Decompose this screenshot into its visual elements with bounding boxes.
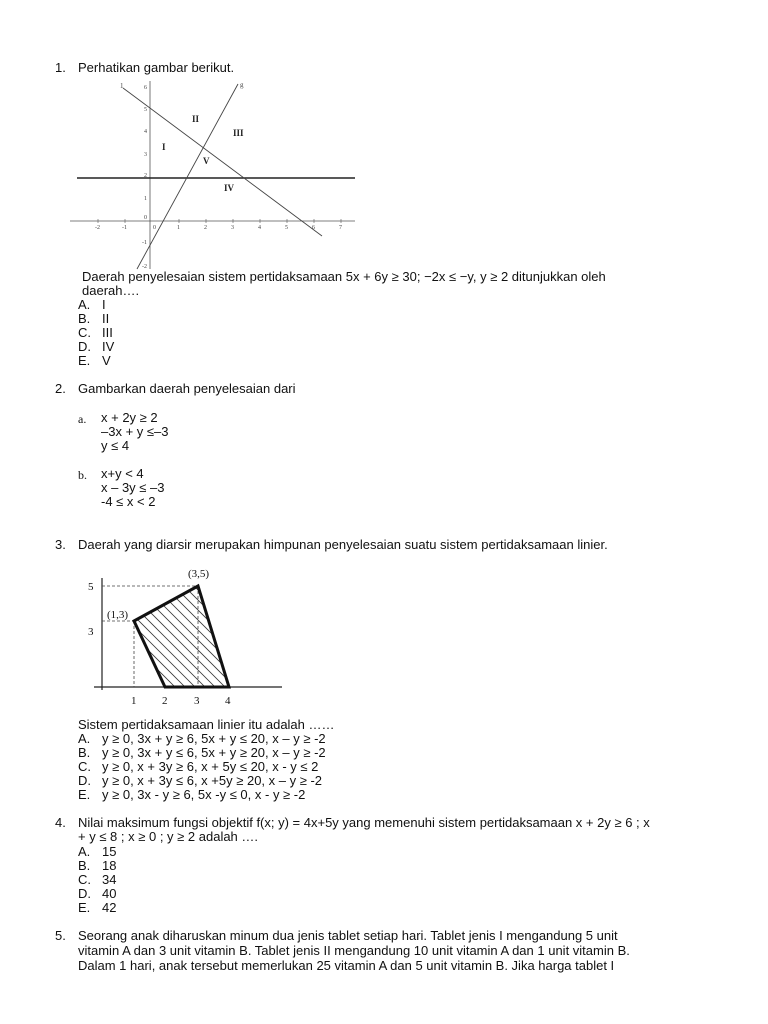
q1-x-tick: 0 <box>153 225 156 231</box>
q4-option-e[interactable] <box>78 901 116 915</box>
option-letter: D. <box>78 886 91 901</box>
option-letter: C. <box>78 872 91 887</box>
option-text: y ≥ 0, x + 3y ≥ 6, x + 5y ≤ 20, x - y ≤ 2 <box>102 759 319 774</box>
option-text: y ≥ 0, 3x - y ≥ 6, 5x -y ≤ 0, x - y ≥ -2 <box>102 787 306 802</box>
q3-option-a[interactable] <box>78 732 326 746</box>
q1-x-tick: 6 <box>312 225 315 231</box>
q1-prompt: Perhatikan gambar berikut. <box>78 60 235 75</box>
q3-option-d[interactable] <box>78 774 322 788</box>
q2-number: 2. <box>55 381 66 396</box>
q1-x-tick: -2 <box>95 225 100 231</box>
option-letter: D. <box>78 339 91 354</box>
option-letter: A. <box>78 731 91 746</box>
q1-y-tick: -1 <box>142 240 147 246</box>
q1-x-tick: 7 <box>339 225 342 231</box>
q1-region-label: III <box>233 128 244 138</box>
q1-region-label: I <box>162 142 166 152</box>
q1-region-label: IV <box>224 183 235 193</box>
q5-line: Dalam 1 hari, anak tersebut memerlukan 25 vitamin A dan 5 unit vitamin B. Jika harga tablet I <box>78 958 615 973</box>
q1-line-y2x <box>137 84 238 269</box>
q3-x-tick: 1 <box>131 695 137 707</box>
option-text: I <box>102 297 106 312</box>
q1-y-tick: 5 <box>144 107 147 113</box>
q4-option-a[interactable] <box>78 845 116 859</box>
option-text: IV <box>102 339 115 354</box>
q2-b-line: -4 ≤ x < 2 <box>101 494 156 509</box>
option-letter: B. <box>78 858 91 873</box>
option-letter: B. <box>78 745 91 760</box>
q1-line-label: 1 <box>120 82 124 90</box>
q3-x-tick: 4 <box>225 695 231 707</box>
option-letter: C. <box>78 759 91 774</box>
q3-x-tick: 2 <box>162 695 168 707</box>
option-letter: B. <box>78 311 91 326</box>
q3-point-label: (1,3) <box>107 609 129 621</box>
q3-point-label: (3,5) <box>188 568 210 580</box>
q1-option-b[interactable] <box>78 312 109 326</box>
q1-y-tick: 0 <box>144 215 147 221</box>
q1-y-tick: 3 <box>144 152 147 158</box>
q1-y-tick: 2 <box>144 173 147 179</box>
q3-question: Sistem pertidaksamaan linier itu adalah …… <box>78 717 335 732</box>
q1-option-d[interactable] <box>78 340 114 354</box>
q2-prompt: Gambarkan daerah penyelesaian dari <box>78 381 296 396</box>
option-text: y ≥ 0, 3x + y ≤ 6, 5x + y ≥ 20, x – y ≥ -2 <box>102 745 326 760</box>
q1-statement-line1: Daerah penyelesaian sistem pertidaksamaan 5x + 6y ≥ 30; −2x ≤ −y, y ≥ 2 ditunjukkan oleh <box>82 269 606 284</box>
q4-line2: + y ≤ 8 ; x ≥ 0 ; y ≥ 2 adalah …. <box>78 829 259 844</box>
q1-region-label: V <box>203 156 210 166</box>
q2-a-line: y ≤ 4 <box>101 438 130 453</box>
q3-prompt: Daerah yang diarsir merupakan himpunan penyelesaian suatu sistem pertidaksamaan linier. <box>78 537 608 552</box>
q2-b-line: x – 3y ≤ –3 <box>101 480 165 495</box>
q2-b-line: x+y < 4 <box>101 466 144 481</box>
q1-y-tick: -2 <box>142 264 147 270</box>
option-text: 18 <box>102 858 117 873</box>
option-text: y ≥ 0, x + 3y ≤ 6, x +5y ≥ 20, x – y ≥ -2 <box>102 773 323 788</box>
q5-line: Seorang anak diharuskan minum dua jenis tablet setiap hari. Tablet jenis I mengandung 5 unit <box>78 928 618 943</box>
q1-x-tick: 2 <box>204 225 207 231</box>
q1-y-tick: 1 <box>144 196 147 202</box>
q1-line-5x6y <box>123 88 322 236</box>
q1-x-tick: 3 <box>231 225 234 231</box>
option-text: V <box>102 353 111 368</box>
q4-number: 4. <box>55 815 66 830</box>
option-letter: C. <box>78 325 91 340</box>
q4-option-d[interactable] <box>78 887 116 901</box>
option-letter: D. <box>78 773 91 788</box>
q3-graph <box>80 562 285 710</box>
q1-statement-line2: daerah…. <box>82 283 140 298</box>
q1-region-label: II <box>192 114 200 124</box>
q3-option-e[interactable] <box>78 788 305 802</box>
option-text: y ≥ 0, 3x + y ≥ 6, 5x + y ≤ 20, x – y ≥ -2 <box>102 731 326 746</box>
q1-option-a[interactable] <box>78 298 106 312</box>
q1-x-tick: -1 <box>122 225 127 231</box>
q4-option-b[interactable] <box>78 859 116 873</box>
q3-option-b[interactable] <box>78 746 326 760</box>
q1-number: 1. <box>55 60 66 75</box>
q2-a-letter: a. <box>78 412 87 426</box>
option-letter: E. <box>78 787 91 802</box>
q3-y-tick: 3 <box>88 626 94 638</box>
option-letter: A. <box>78 297 91 312</box>
option-letter: E. <box>78 353 91 368</box>
q3-region-boundary <box>134 586 229 687</box>
q1-graph <box>70 76 365 272</box>
option-text: 15 <box>102 844 117 859</box>
q3-option-c[interactable] <box>78 760 318 774</box>
option-text: II <box>102 311 110 326</box>
q1-x-tick: 4 <box>258 225 261 231</box>
option-text: 42 <box>102 900 117 915</box>
q1-line-label: g <box>240 81 244 89</box>
q3-number: 3. <box>55 537 66 552</box>
option-text: 34 <box>102 872 117 887</box>
q3-y-tick: 5 <box>88 581 94 593</box>
q2-a-line: –3x + y ≤–3 <box>101 424 169 439</box>
q2-b-letter: b. <box>78 468 87 482</box>
option-letter: E. <box>78 900 91 915</box>
q5-number: 5. <box>55 928 66 943</box>
option-letter: A. <box>78 844 91 859</box>
q1-y-tick: 6 <box>144 85 147 91</box>
option-text: III <box>102 325 113 340</box>
q1-y-tick: 4 <box>144 129 147 135</box>
q5-line: vitamin A dan 3 unit vitamin B. Tablet jenis II mengandung 10 unit vitamin A dan 1 unit vitamin B. <box>78 943 630 958</box>
q1-option-c[interactable] <box>78 326 113 340</box>
q2-a-line: x + 2y ≥ 2 <box>101 410 158 425</box>
q4-option-c[interactable] <box>78 873 116 887</box>
q1-x-tick: 5 <box>285 225 288 231</box>
q4-line1: Nilai maksimum fungsi objektif f(x; y) = 4x+5y yang memenuhi sistem pertidaksamaan x + 2y ≥ 6 ; x <box>78 815 650 830</box>
q3-x-tick: 3 <box>194 695 200 707</box>
option-text: 40 <box>102 886 117 901</box>
q1-x-tick: 1 <box>177 225 180 231</box>
q1-option-e[interactable] <box>78 354 111 368</box>
